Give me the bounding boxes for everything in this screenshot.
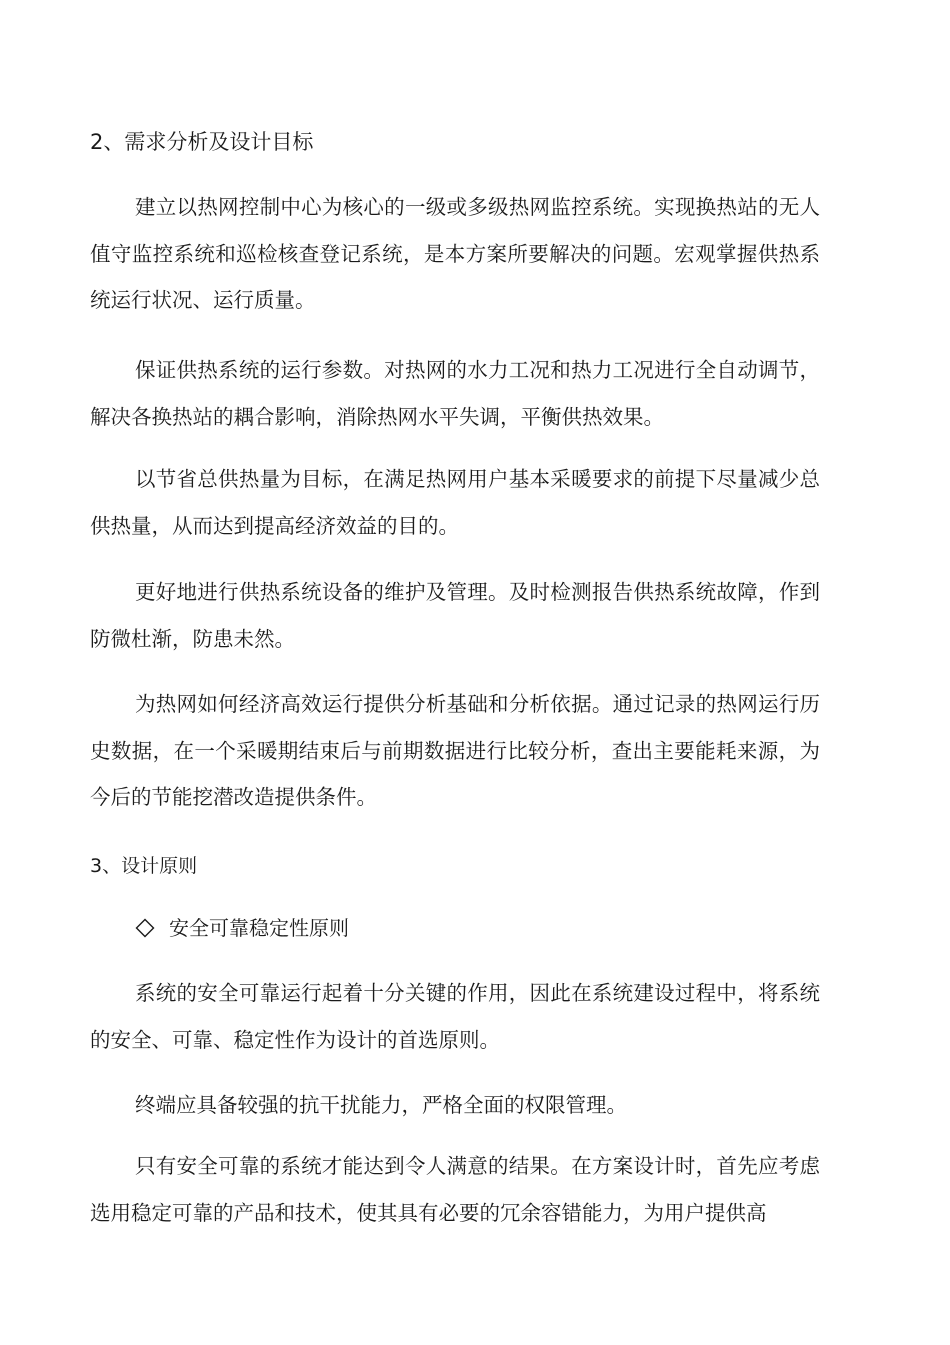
paragraph: 建立以热网控制中心为核心的一级或多级热网监控系统。实现换热站的无人值守监控系统和巡检核查登记系统，是本方案所要解决的问题。宏观掌握供热系统运行状况、运行质量。 (90, 195, 820, 312)
paragraph: 为热网如何经济高效运行提供分析基础和分析依据。通过记录的热网运行历史数据，在一个采暖期结束后与前期数据进行比较分析，查出主要能耗来源，为今后的节能挖潜改造提供条件。 (90, 692, 820, 809)
paragraph: 只有安全可靠的系统才能达到令人满意的结果。在方案设计时，首先应考虑选用稳定可靠的产品和技术，使其具有必要的冗余容错能力，为用户提供高 (90, 1154, 820, 1225)
paragraph: 终端应具备较强的抗干扰能力，严格全面的权限管理。 (135, 1093, 627, 1117)
paragraph: 更好地进行供热系统设备的维护及管理。及时检测报告供热系统故障，作到防微杜渐，防患未然。 (90, 580, 820, 651)
paragraph: 以节省总供热量为目标，在满足热网用户基本采暖要求的前提下尽量减少总供热量，从而达到提高经济效益的目的。 (90, 467, 820, 538)
diamond-icon (135, 918, 155, 938)
paragraph: 保证供热系统的运行参数。对热网的水力工况和热力工况进行全自动调节，解决各换热站的耦合影响，消除热网水平失调，平衡供热效果。 (90, 358, 820, 429)
bullet-item (135, 914, 349, 942)
paragraph: 系统的安全可靠运行起着十分关键的作用，因此在系统建设过程中，将系统的安全、可靠、稳定性作为设计的首选原则。 (90, 981, 820, 1052)
bullet-text: 安全可靠稳定性原则 (169, 916, 349, 940)
section-2-heading: 2、需求分析及设计目标 (90, 130, 314, 154)
section-3-heading: 3、设计原则 (90, 855, 198, 877)
